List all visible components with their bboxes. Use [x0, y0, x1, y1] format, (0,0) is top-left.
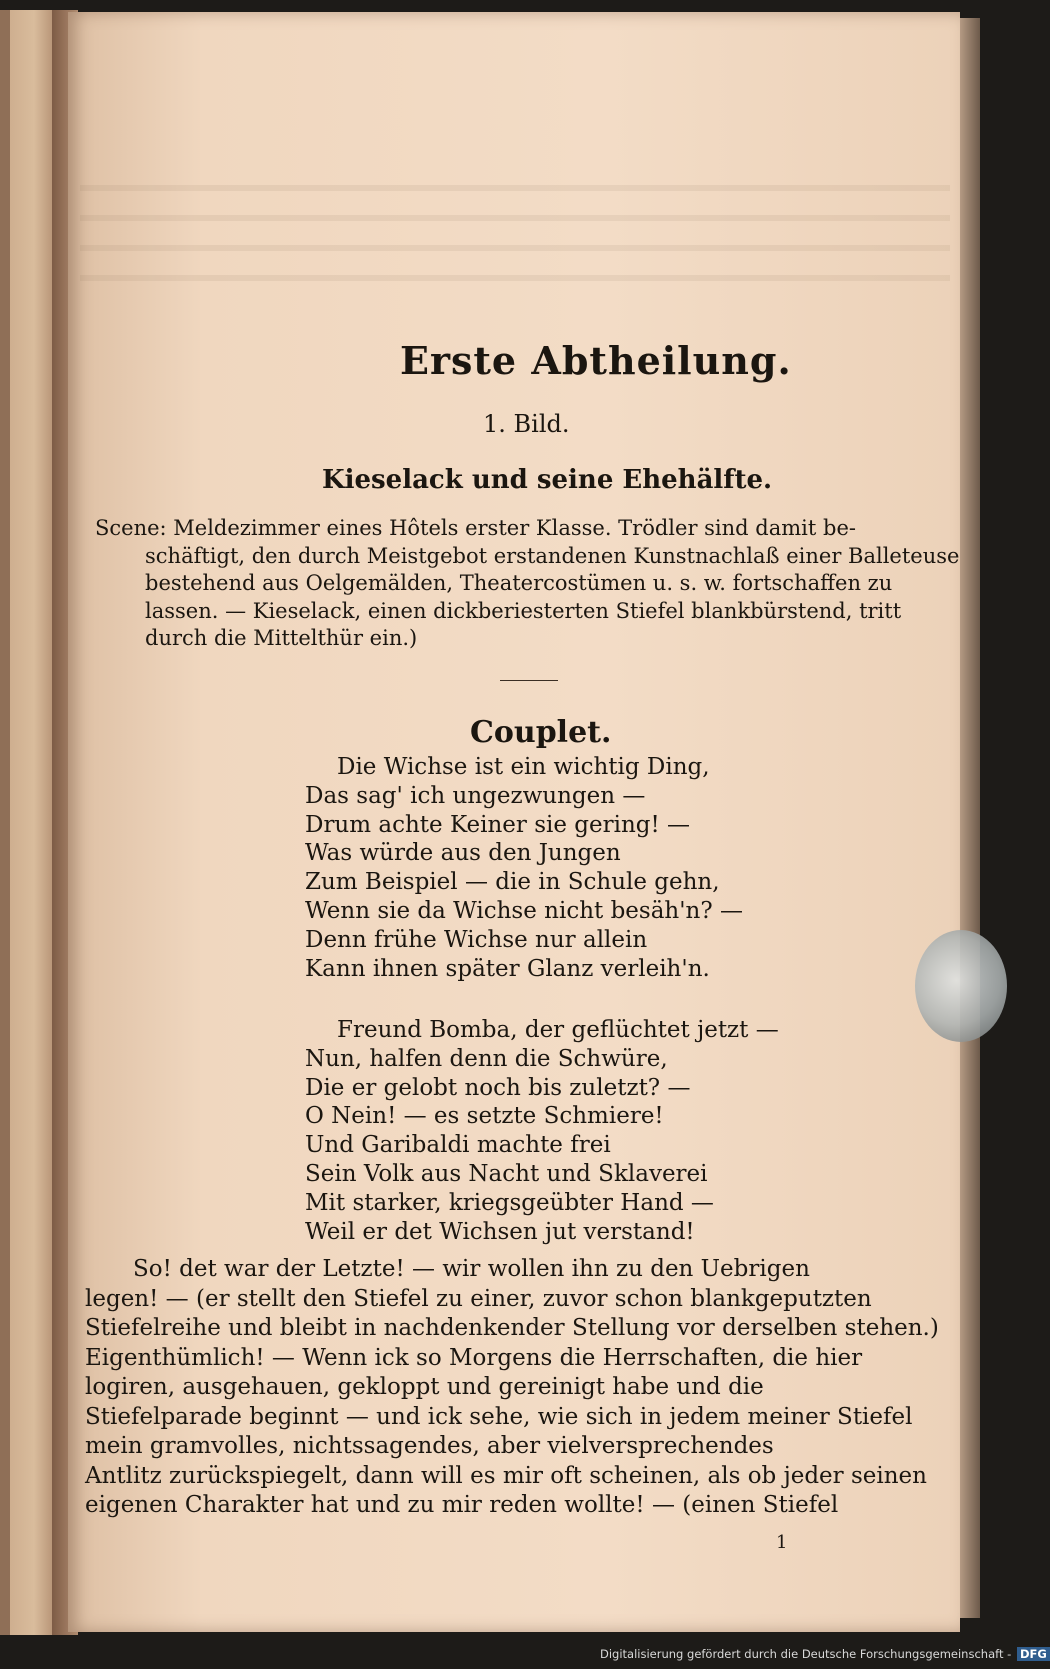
bleed-through-line: [80, 275, 950, 281]
dfg-logo: DFG: [1017, 1647, 1050, 1661]
prose-line: Stiefelparade beginnt — und ick sehe, wie sich in jedem meiner Stiefel: [85, 1403, 913, 1430]
prose-line: Antlitz zurückspiegelt, dann will es mir oft scheinen, als ob jeder seinen: [85, 1462, 927, 1489]
verse-line: Und Garibaldi machte frei: [305, 1132, 611, 1159]
verse-line: O Nein! — es setzte Schmiere!: [305, 1103, 664, 1130]
footer-credit: [600, 1647, 1050, 1661]
verse-line: Die er gelobt noch bis zuletzt? —: [305, 1074, 691, 1101]
verse-line: Freund Bomba, der geflüchtet jetzt —: [337, 1017, 779, 1043]
scene-direction: [95, 515, 960, 653]
prose-line: mein gramvolles, nichtssagendes, aber vielversprechendes: [85, 1433, 774, 1459]
prose-line: legen! — (er stellt den Stiefel zu einer, zuvor schon blankgeputzten: [85, 1285, 872, 1312]
verse-line: Zum Beispiel — die in Schule gehn,: [305, 869, 720, 896]
prose-line: So! det war der Letzte! — wir wollen ihn zu den Uebrigen: [133, 1256, 810, 1282]
bleed-through-line: [80, 185, 950, 191]
stanza-1: [305, 753, 743, 983]
page-number: 1: [776, 1532, 788, 1553]
verse-line: Weil er det Wichsen jut verstand!: [305, 1218, 695, 1245]
left-page-border: [0, 10, 10, 1635]
footer-text: Digitalisierung gefördert durch die Deutsche Forschungsgemeinschaft -: [600, 1647, 1012, 1661]
prose-line: Stiefelreihe und bleibt in nachdenkender Stellung vor derselben stehen.): [85, 1315, 939, 1341]
verse-line: Wenn sie da Wichse nicht besäh'n? —: [305, 897, 744, 924]
scene-number: 1. Bild.: [483, 410, 570, 438]
verse-line: Mit starker, kriegsgeübter Hand —: [305, 1189, 714, 1216]
bleed-through-line: [80, 245, 950, 251]
scene-line: bestehend aus Oelgemälden, Theatercostümen u. s. w. fortschaffen zu: [145, 571, 893, 595]
divider-rule: [500, 680, 558, 681]
section-heading: Erste Abtheilung.: [400, 338, 792, 383]
prose-line: logiren, ausgehauen, gekloppt und gereinigt habe und die: [85, 1374, 764, 1400]
bleed-through-line: [80, 215, 950, 221]
stanza-2: [305, 1016, 779, 1246]
verse-line: Nun, halfen denn die Schwüre,: [305, 1045, 668, 1072]
verse-line: Sein Volk aus Nacht und Sklaverei: [305, 1160, 708, 1187]
verse-line: Denn frühe Wichse nur allein: [305, 926, 648, 953]
thumb-holding-page: [915, 930, 1007, 1042]
verse-line: Das sag' ich ungezwungen —: [305, 782, 646, 809]
scene-subheading: Kieselack und seine Ehehälfte.: [322, 465, 773, 495]
verse-line: Die Wichse ist ein wichtig Ding,: [337, 754, 710, 780]
page-edge-right: [960, 18, 980, 1618]
scene-line: Scene: Meldezimmer eines Hôtels erster Klasse. Trödler sind damit be-: [95, 516, 856, 540]
prose-paragraph: [85, 1255, 945, 1521]
prose-line: Eigenthümlich! — Wenn ick so Morgens die Herrschaften, die hier: [85, 1344, 863, 1371]
scene-line: durch die Mittelthür ein.): [145, 626, 418, 650]
verse-line: Drum achte Keiner sie gering! —: [305, 811, 691, 838]
prose-line: eigenen Charakter hat und zu mir reden wollte! — (einen Stiefel: [85, 1492, 839, 1518]
song-title: Couplet.: [470, 715, 612, 750]
scene-line: lassen. — Kieselack, einen dickberiesterten Stiefel blankbürstend, tritt: [145, 598, 902, 623]
scene-line: schäftigt, den durch Meistgebot erstandenen Kunstnachlaß einer Balleteuse: [145, 543, 960, 568]
verse-line: Was würde aus den Jungen: [305, 840, 621, 867]
verse-line: Kann ihnen später Glanz verleih'n.: [305, 955, 710, 982]
